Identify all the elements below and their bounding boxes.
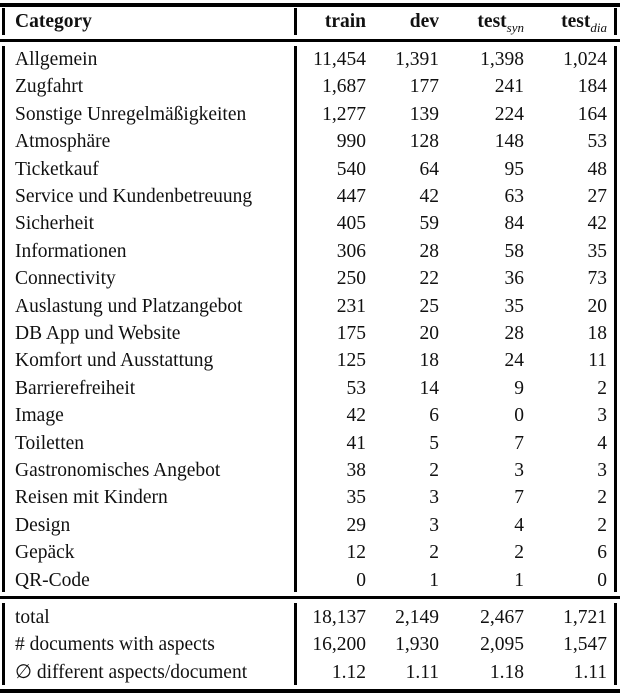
cell-test-dia: 11 xyxy=(588,350,607,372)
cell-dev: 14 xyxy=(419,377,439,399)
cell-test-syn: 148 xyxy=(494,131,524,153)
cell-train: 175 xyxy=(336,323,366,344)
cell-train: 306 xyxy=(336,240,366,262)
table-row xyxy=(0,293,620,321)
cell-category: Zugfahrt xyxy=(15,76,84,98)
cell-dev: 2 xyxy=(429,460,439,481)
summary-row xyxy=(0,604,620,632)
cell-test-syn: 4 xyxy=(514,514,524,536)
table-row xyxy=(0,347,620,375)
cell-test-dia: 3 xyxy=(597,405,607,427)
cell-dev: 139 xyxy=(409,103,439,125)
cell-test-dia: 1,721 xyxy=(563,607,607,628)
cell-dev: 1,391 xyxy=(395,49,439,70)
cell-test-dia: 53 xyxy=(587,131,607,153)
cell-dev: 2 xyxy=(429,542,439,564)
cell-train: 16,200 xyxy=(312,634,366,656)
cell-test-dia: 35 xyxy=(587,240,607,262)
cell-dev: 177 xyxy=(409,76,439,98)
table-row xyxy=(0,210,620,238)
cell-category: Toiletten xyxy=(15,432,85,454)
cell-train: 29 xyxy=(346,514,366,536)
cell-test-dia: 48 xyxy=(587,158,607,180)
cell-test-syn: 63 xyxy=(504,186,524,207)
table-row xyxy=(0,512,620,540)
cell-test-syn: 1.18 xyxy=(489,661,524,683)
cell-dev: 1 xyxy=(429,569,439,591)
cell-test-dia: 73 xyxy=(587,268,607,290)
summary-row xyxy=(0,659,620,687)
cell-test-dia: 2 xyxy=(597,377,607,399)
cell-category: Allgemein xyxy=(15,49,98,70)
table-row xyxy=(0,375,620,403)
cell-test-syn: 35 xyxy=(504,295,524,317)
cell-test-dia: 1,547 xyxy=(563,634,607,656)
cell-test-syn: 36 xyxy=(504,268,524,290)
header-dev: dev xyxy=(409,11,439,32)
cell-category: Gepäck xyxy=(15,542,75,564)
cell-dev: 6 xyxy=(429,405,439,427)
cell-train: 540 xyxy=(336,158,366,180)
cell-train: 11,454 xyxy=(313,49,366,70)
cell-dev: 2,149 xyxy=(395,607,439,628)
cell-test-dia: 42 xyxy=(587,213,607,235)
table-row xyxy=(0,567,620,595)
top-rule xyxy=(0,3,620,7)
cell-train: 38 xyxy=(346,460,366,481)
cell-dev: 3 xyxy=(429,514,439,536)
table-row xyxy=(0,320,620,348)
cell-train: 35 xyxy=(346,487,366,509)
header-train: train xyxy=(324,11,366,32)
cell-dev: 59 xyxy=(419,213,439,235)
cell-category: Auslastung und Platzangebot xyxy=(15,295,243,317)
cell-category: Design xyxy=(15,514,71,536)
table-row xyxy=(0,430,620,458)
cell-train: 125 xyxy=(336,350,366,372)
cell-dev: 20 xyxy=(419,323,439,344)
cell-test-dia: 4 xyxy=(597,432,607,454)
cell-dev: 128 xyxy=(409,131,439,153)
cell-train: 0 xyxy=(356,569,366,591)
summary-rule xyxy=(0,596,620,599)
cell-test-syn: 2,467 xyxy=(480,607,524,628)
bottom-rule xyxy=(0,689,620,693)
header-test-dia xyxy=(561,8,607,37)
table-row xyxy=(0,73,620,101)
cell-train: 53 xyxy=(346,377,366,399)
cell-train: 405 xyxy=(336,213,366,235)
header-test-syn-subscript: syn xyxy=(506,20,524,35)
cell-dev: 22 xyxy=(419,268,439,290)
cell-test-dia: 184 xyxy=(577,76,607,98)
header-test-dia-subscript: dia xyxy=(590,20,607,35)
cell-category: Komfort und Ausstattung xyxy=(15,350,214,372)
table-row xyxy=(0,156,620,184)
cell-test-syn: 95 xyxy=(504,158,524,180)
cell-test-syn: 3 xyxy=(514,460,524,481)
cell-dev: 3 xyxy=(429,487,439,509)
cell-train: 990 xyxy=(336,131,366,153)
cell-test-dia: 27 xyxy=(587,186,607,207)
header-test-syn xyxy=(477,8,524,37)
cell-train: 231 xyxy=(336,295,366,317)
cell-train: 18,137 xyxy=(312,607,366,628)
cell-category: Barrierefreiheit xyxy=(15,377,136,399)
cell-test-syn: 24 xyxy=(504,350,524,372)
cell-category: Gastronomisches Angebot xyxy=(15,460,221,481)
cell-category: Sonstige Unregelmäßigkeiten xyxy=(15,103,247,125)
cell-train: 1,687 xyxy=(322,76,366,98)
cell-test-syn: 7 xyxy=(514,432,524,454)
cell-category: Connectivity xyxy=(15,268,116,290)
summary-row xyxy=(0,631,620,659)
cell-test-syn: 1 xyxy=(514,569,524,591)
cell-test-dia: 1,024 xyxy=(563,49,607,70)
cell-train: 1.12 xyxy=(331,661,366,683)
table-row xyxy=(0,128,620,156)
cell-train: 250 xyxy=(336,268,366,290)
cell-test-syn: 9 xyxy=(514,377,524,399)
cell-test-syn: 241 xyxy=(494,76,524,98)
cell-train: 447 xyxy=(336,186,366,207)
cell-category: ∅ different aspects/document xyxy=(15,661,248,683)
header-rule xyxy=(0,39,620,42)
table-row xyxy=(0,484,620,512)
cell-test-syn: 0 xyxy=(514,405,524,427)
cell-test-dia: 164 xyxy=(577,103,607,125)
cell-category: total xyxy=(15,607,50,628)
cell-category: # documents with aspects xyxy=(15,634,215,656)
cell-category: QR-Code xyxy=(15,569,90,591)
cell-dev: 42 xyxy=(419,186,439,207)
cell-category: Reisen mit Kindern xyxy=(15,487,168,509)
cell-test-syn: 2 xyxy=(514,542,524,564)
cell-dev: 1,930 xyxy=(395,634,439,656)
cell-category: Atmosphäre xyxy=(15,131,111,153)
cell-dev: 28 xyxy=(419,240,439,262)
cell-category: Ticketkauf xyxy=(15,158,99,180)
cell-category: Sicherheit xyxy=(15,213,95,235)
cell-test-syn: 84 xyxy=(504,213,524,235)
table-row xyxy=(0,402,620,430)
cell-test-dia: 1.11 xyxy=(573,661,607,683)
table-row xyxy=(0,457,620,485)
table-row xyxy=(0,101,620,129)
cell-test-syn: 7 xyxy=(514,487,524,509)
table-row xyxy=(0,46,620,74)
header-row xyxy=(0,8,620,36)
table-row xyxy=(0,539,620,567)
cell-test-syn: 58 xyxy=(504,240,524,262)
cell-test-dia: 18 xyxy=(587,323,607,344)
table-row xyxy=(0,238,620,266)
cell-train: 41 xyxy=(346,432,366,454)
cell-test-dia: 2 xyxy=(597,514,607,536)
table-row xyxy=(0,265,620,293)
cell-dev: 1.11 xyxy=(405,661,439,683)
cell-category: Informationen xyxy=(15,240,127,262)
header-test-syn-base: test xyxy=(477,11,507,32)
cell-dev: 64 xyxy=(419,158,439,180)
cell-train: 42 xyxy=(346,405,366,427)
cell-test-syn: 1,398 xyxy=(480,49,524,70)
cell-dev: 25 xyxy=(419,295,439,317)
table-row xyxy=(0,183,620,211)
cell-category: Image xyxy=(15,405,64,427)
cell-test-syn: 224 xyxy=(494,103,524,125)
cell-category: Service und Kundenbetreuung xyxy=(15,186,253,207)
cell-test-dia: 0 xyxy=(597,569,607,591)
cell-train: 12 xyxy=(346,542,366,564)
cell-category: DB App und Website xyxy=(15,323,181,344)
cell-dev: 5 xyxy=(429,432,439,454)
cell-test-dia: 2 xyxy=(597,487,607,509)
cell-dev: 18 xyxy=(419,350,439,372)
cell-test-dia: 3 xyxy=(597,460,607,481)
cell-test-syn: 2,095 xyxy=(480,634,524,656)
header-category: Category xyxy=(15,11,92,32)
cell-train: 1,277 xyxy=(322,103,366,125)
cell-test-dia: 6 xyxy=(597,542,607,564)
cell-test-dia: 20 xyxy=(587,295,607,317)
cell-test-syn: 28 xyxy=(504,323,524,344)
header-test-dia-base: test xyxy=(561,11,591,32)
